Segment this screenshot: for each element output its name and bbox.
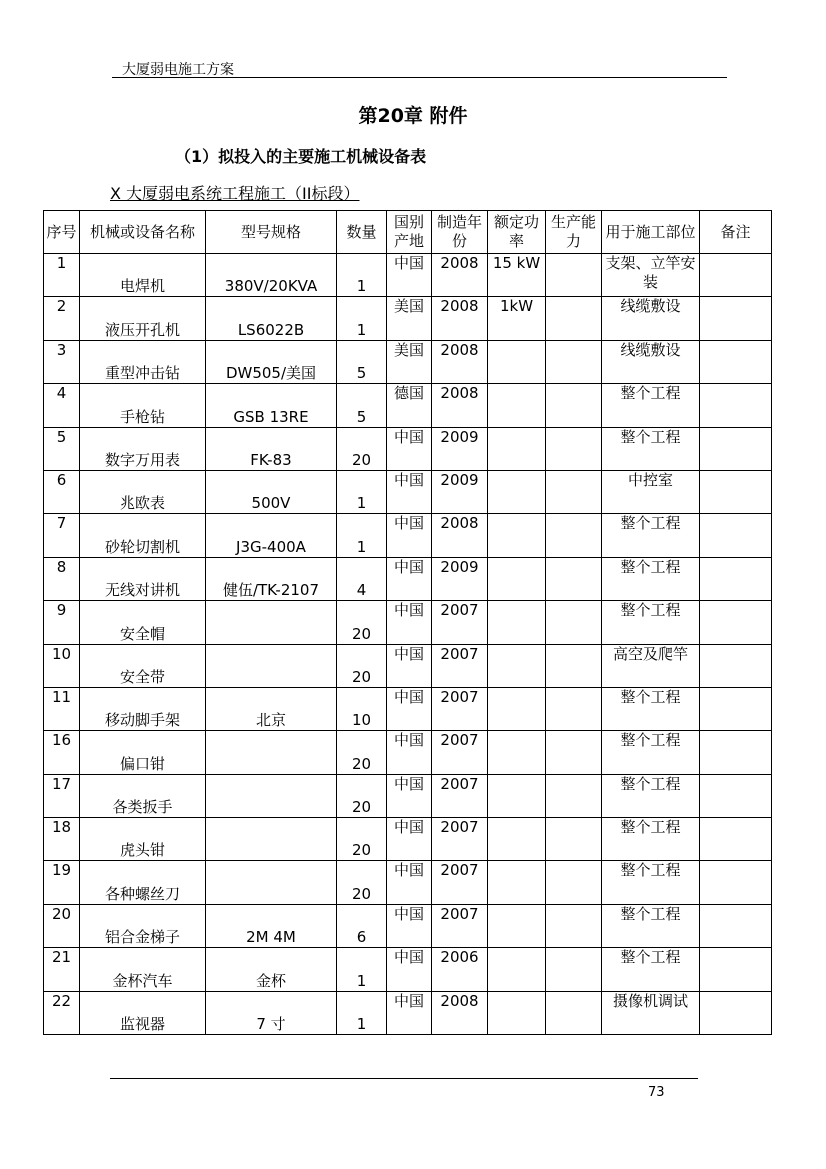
- cell-quantity: 20: [337, 427, 387, 470]
- table-caption: X 大厦弱电系统工程施工（II标段）: [110, 184, 360, 203]
- cell-seq: 11: [44, 687, 80, 730]
- cell-seq: 3: [44, 340, 80, 383]
- cell-rated-power: [488, 557, 546, 600]
- cell-country: 中国: [387, 557, 432, 600]
- cell-equipment-name: 安全带: [80, 644, 206, 687]
- cell-capacity: [546, 254, 602, 297]
- cell-rated-power: [488, 340, 546, 383]
- cell-note: [700, 991, 772, 1034]
- cell-country: 中国: [387, 818, 432, 861]
- cell-model: 2M 4M: [206, 904, 337, 947]
- table-row: [44, 644, 772, 687]
- cell-year: 2009: [432, 557, 488, 600]
- cell-capacity: [546, 427, 602, 470]
- cell-usage: 整个工程: [602, 687, 700, 730]
- cell-equipment-name: 金杯汽车: [80, 948, 206, 991]
- col-header-note: 备注: [700, 211, 772, 254]
- running-header: 大厦弱电施工方案: [122, 62, 234, 78]
- cell-seq: 20: [44, 904, 80, 947]
- cell-usage: 整个工程: [602, 948, 700, 991]
- cell-usage: 整个工程: [602, 514, 700, 557]
- header-divider: [112, 77, 727, 78]
- cell-rated-power: 15 kW: [488, 254, 546, 297]
- cell-equipment-name: 铝合金梯子: [80, 904, 206, 947]
- cell-quantity: 20: [337, 818, 387, 861]
- table-row: [44, 601, 772, 644]
- cell-quantity: 20: [337, 774, 387, 817]
- cell-model: 7 寸: [206, 991, 337, 1034]
- cell-note: [700, 254, 772, 297]
- cell-equipment-name: 虎头钳: [80, 818, 206, 861]
- cell-model: [206, 644, 337, 687]
- cell-model: [206, 601, 337, 644]
- table-row: [44, 254, 772, 297]
- cell-rated-power: 1kW: [488, 297, 546, 340]
- cell-usage: 高空及爬竿: [602, 644, 700, 687]
- cell-year: 2008: [432, 297, 488, 340]
- cell-rated-power: [488, 731, 546, 774]
- table-row: [44, 991, 772, 1034]
- cell-seq: 18: [44, 818, 80, 861]
- cell-model: [206, 818, 337, 861]
- cell-country: 中国: [387, 774, 432, 817]
- cell-quantity: 6: [337, 904, 387, 947]
- cell-capacity: [546, 601, 602, 644]
- cell-quantity: 1: [337, 297, 387, 340]
- cell-year: 2008: [432, 514, 488, 557]
- cell-capacity: [546, 514, 602, 557]
- cell-model: DW505/美国: [206, 340, 337, 383]
- cell-rated-power: [488, 514, 546, 557]
- cell-equipment-name: 各种螺丝刀: [80, 861, 206, 904]
- page-number: 73: [648, 1085, 665, 1100]
- cell-rated-power: [488, 384, 546, 427]
- table-row: [44, 340, 772, 383]
- table-body: [44, 254, 772, 1035]
- table-row: [44, 427, 772, 470]
- cell-capacity: [546, 904, 602, 947]
- cell-model: 健伍/TK-2107: [206, 557, 337, 600]
- cell-usage: 整个工程: [602, 557, 700, 600]
- cell-capacity: [546, 991, 602, 1034]
- col-header-name: 机械或设备名称: [80, 211, 206, 254]
- cell-capacity: [546, 340, 602, 383]
- cell-equipment-name: 砂轮切割机: [80, 514, 206, 557]
- col-header-year: 制造年份: [432, 211, 488, 254]
- cell-usage: 摄像机调试: [602, 991, 700, 1034]
- cell-year: 2009: [432, 427, 488, 470]
- cell-equipment-name: 重型冲击钻: [80, 340, 206, 383]
- cell-equipment-name: 电焊机: [80, 254, 206, 297]
- cell-usage: 整个工程: [602, 904, 700, 947]
- cell-equipment-name: 各类扳手: [80, 774, 206, 817]
- cell-year: 2007: [432, 731, 488, 774]
- cell-year: 2007: [432, 601, 488, 644]
- cell-note: [700, 557, 772, 600]
- cell-rated-power: [488, 774, 546, 817]
- cell-capacity: [546, 557, 602, 600]
- cell-equipment-name: 数字万用表: [80, 427, 206, 470]
- cell-equipment-name: 安全帽: [80, 601, 206, 644]
- cell-seq: 16: [44, 731, 80, 774]
- cell-model: LS6022B: [206, 297, 337, 340]
- cell-country: 中国: [387, 514, 432, 557]
- table-row: [44, 774, 772, 817]
- cell-note: [700, 601, 772, 644]
- cell-quantity: 5: [337, 384, 387, 427]
- cell-year: 2007: [432, 904, 488, 947]
- cell-year: 2007: [432, 818, 488, 861]
- cell-usage: 整个工程: [602, 731, 700, 774]
- cell-model: [206, 861, 337, 904]
- table-row: [44, 557, 772, 600]
- cell-year: 2007: [432, 644, 488, 687]
- chapter-title: 第20章 附件: [358, 105, 468, 127]
- cell-usage: 线缆敷设: [602, 340, 700, 383]
- cell-quantity: 1: [337, 948, 387, 991]
- cell-note: [700, 384, 772, 427]
- cell-quantity: 10: [337, 687, 387, 730]
- cell-seq: 21: [44, 948, 80, 991]
- cell-country: 美国: [387, 340, 432, 383]
- cell-seq: 6: [44, 470, 80, 513]
- cell-equipment-name: 监视器: [80, 991, 206, 1034]
- cell-note: [700, 904, 772, 947]
- cell-rated-power: [488, 904, 546, 947]
- col-header-country: 国别产地: [387, 211, 432, 254]
- col-header-model: 型号规格: [206, 211, 337, 254]
- cell-quantity: 1: [337, 991, 387, 1034]
- cell-year: 2007: [432, 861, 488, 904]
- cell-note: [700, 297, 772, 340]
- cell-usage: 整个工程: [602, 818, 700, 861]
- cell-equipment-name: 液压开孔机: [80, 297, 206, 340]
- table-row: [44, 948, 772, 991]
- cell-rated-power: [488, 991, 546, 1034]
- cell-model: 500V: [206, 470, 337, 513]
- cell-note: [700, 470, 772, 513]
- cell-capacity: [546, 687, 602, 730]
- cell-model: 北京: [206, 687, 337, 730]
- cell-equipment-name: 无线对讲机: [80, 557, 206, 600]
- cell-year: 2008: [432, 254, 488, 297]
- cell-model: GSB 13RE: [206, 384, 337, 427]
- cell-seq: 8: [44, 557, 80, 600]
- table-row: [44, 861, 772, 904]
- table-row: [44, 297, 772, 340]
- cell-quantity: 20: [337, 861, 387, 904]
- cell-rated-power: [488, 601, 546, 644]
- cell-note: [700, 948, 772, 991]
- cell-usage: 整个工程: [602, 427, 700, 470]
- cell-model: J3G-400A: [206, 514, 337, 557]
- cell-model: [206, 774, 337, 817]
- cell-country: 中国: [387, 948, 432, 991]
- cell-capacity: [546, 948, 602, 991]
- cell-capacity: [546, 774, 602, 817]
- table-row: [44, 904, 772, 947]
- col-header-capacity: 生产能力: [546, 211, 602, 254]
- cell-seq: 9: [44, 601, 80, 644]
- cell-note: [700, 514, 772, 557]
- cell-note: [700, 687, 772, 730]
- cell-quantity: 20: [337, 644, 387, 687]
- cell-seq: 19: [44, 861, 80, 904]
- cell-country: 中国: [387, 470, 432, 513]
- cell-quantity: 4: [337, 557, 387, 600]
- cell-usage: 整个工程: [602, 384, 700, 427]
- cell-rated-power: [488, 687, 546, 730]
- table-header-row: [44, 211, 772, 254]
- cell-capacity: [546, 644, 602, 687]
- cell-rated-power: [488, 948, 546, 991]
- cell-year: 2008: [432, 991, 488, 1034]
- cell-usage: 中控室: [602, 470, 700, 513]
- cell-quantity: 1: [337, 470, 387, 513]
- cell-rated-power: [488, 427, 546, 470]
- col-header-qty: 数量: [337, 211, 387, 254]
- cell-model: 金杯: [206, 948, 337, 991]
- section-title: （1）拟投入的主要施工机械设备表: [175, 147, 427, 166]
- cell-year: 2008: [432, 340, 488, 383]
- cell-quantity: 1: [337, 254, 387, 297]
- table-row: [44, 731, 772, 774]
- cell-country: 中国: [387, 731, 432, 774]
- cell-usage: 整个工程: [602, 774, 700, 817]
- cell-note: [700, 427, 772, 470]
- cell-note: [700, 731, 772, 774]
- col-header-seq: 序号: [44, 211, 80, 254]
- cell-seq: 17: [44, 774, 80, 817]
- cell-note: [700, 774, 772, 817]
- table-row: [44, 687, 772, 730]
- cell-quantity: 5: [337, 340, 387, 383]
- cell-capacity: [546, 384, 602, 427]
- cell-usage: 线缆敷设: [602, 297, 700, 340]
- cell-country: 中国: [387, 601, 432, 644]
- col-header-power: 额定功率: [488, 211, 546, 254]
- cell-seq: 10: [44, 644, 80, 687]
- cell-country: 中国: [387, 254, 432, 297]
- cell-country: 中国: [387, 427, 432, 470]
- cell-country: 中国: [387, 644, 432, 687]
- cell-note: [700, 644, 772, 687]
- footer-divider: [110, 1078, 698, 1079]
- cell-country: 中国: [387, 991, 432, 1034]
- cell-seq: 4: [44, 384, 80, 427]
- table-row: [44, 470, 772, 513]
- cell-equipment-name: 兆欧表: [80, 470, 206, 513]
- cell-capacity: [546, 861, 602, 904]
- cell-year: 2007: [432, 774, 488, 817]
- table-row: [44, 818, 772, 861]
- cell-model: [206, 731, 337, 774]
- cell-quantity: 1: [337, 514, 387, 557]
- cell-note: [700, 340, 772, 383]
- cell-usage: 整个工程: [602, 601, 700, 644]
- cell-equipment-name: 偏口钳: [80, 731, 206, 774]
- cell-seq: 1: [44, 254, 80, 297]
- cell-capacity: [546, 470, 602, 513]
- cell-rated-power: [488, 861, 546, 904]
- cell-rated-power: [488, 818, 546, 861]
- cell-country: 中国: [387, 687, 432, 730]
- cell-seq: 2: [44, 297, 80, 340]
- cell-rated-power: [488, 644, 546, 687]
- cell-note: [700, 861, 772, 904]
- table-row: [44, 514, 772, 557]
- cell-equipment-name: 移动脚手架: [80, 687, 206, 730]
- cell-usage: 支架、立竿安装: [602, 254, 700, 297]
- cell-capacity: [546, 297, 602, 340]
- cell-seq: 7: [44, 514, 80, 557]
- cell-capacity: [546, 818, 602, 861]
- cell-model: FK-83: [206, 427, 337, 470]
- cell-year: 2009: [432, 470, 488, 513]
- cell-seq: 22: [44, 991, 80, 1034]
- cell-equipment-name: 手枪钻: [80, 384, 206, 427]
- col-header-use: 用于施工部位: [602, 211, 700, 254]
- table-row: [44, 384, 772, 427]
- cell-usage: 整个工程: [602, 861, 700, 904]
- cell-quantity: 20: [337, 601, 387, 644]
- cell-capacity: [546, 731, 602, 774]
- cell-country: 中国: [387, 904, 432, 947]
- cell-country: 中国: [387, 861, 432, 904]
- cell-rated-power: [488, 470, 546, 513]
- cell-year: 2008: [432, 384, 488, 427]
- cell-year: 2006: [432, 948, 488, 991]
- equipment-table: [43, 210, 772, 1035]
- cell-year: 2007: [432, 687, 488, 730]
- cell-country: 美国: [387, 297, 432, 340]
- cell-country: 德国: [387, 384, 432, 427]
- cell-note: [700, 818, 772, 861]
- cell-seq: 5: [44, 427, 80, 470]
- cell-quantity: 20: [337, 731, 387, 774]
- cell-model: 380V/20KVA: [206, 254, 337, 297]
